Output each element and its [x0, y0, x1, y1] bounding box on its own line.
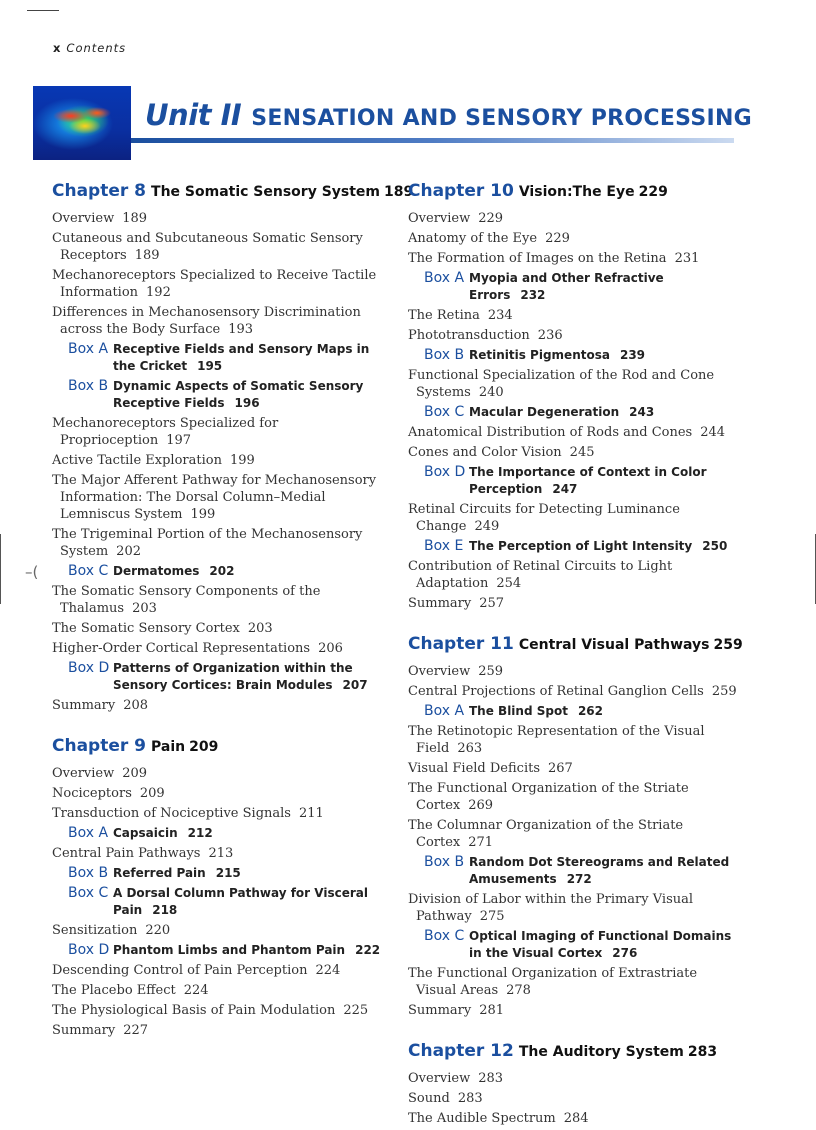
unit-label: Unit II [145, 98, 242, 132]
chapter-heading[interactable] [52, 178, 414, 206]
toc-entry[interactable]: The Audible Spectrum 284 [408, 1111, 589, 1126]
toc-entry[interactable]: Contribution of Retinal Circuits to Light Adaptation 254 [408, 559, 673, 591]
toc-box-entry[interactable]: Box C A Dorsal Column Pathway for Visceral Pain 218 [68, 885, 368, 917]
chapter-gap [408, 1022, 738, 1038]
chapter-title: Pain [151, 739, 186, 755]
unit-title: SENSATION AND SENSORY PROCESSING [251, 106, 753, 131]
running-title: Contents [66, 41, 127, 55]
chapter-title: The Auditory System [518, 1044, 684, 1060]
toc-entry[interactable]: Phototransduction 236 [408, 328, 563, 343]
chapter-number: Chapter 10 [408, 181, 514, 201]
toc-entry[interactable]: Summary 281 [408, 1003, 505, 1018]
toc-entry[interactable]: The Trigeminal Portion of the Mechanosensory System 202 [52, 527, 363, 559]
toc-entry[interactable]: Active Tactile Exploration 199 [52, 453, 255, 468]
chapter-number: Chapter 11 [408, 634, 514, 654]
unit-heading [145, 98, 752, 132]
toc-box-entry[interactable]: Box D Patterns of Organization within the Sensory Cortices: Brain Modules 207 [68, 660, 368, 692]
toc-entry[interactable]: The Functional Organization of the Striate Cortex 269 [408, 781, 689, 813]
chapter-title: Vision:The Eye [518, 184, 635, 200]
chapter-page: 229 [638, 184, 668, 200]
toc-entry[interactable]: Cones and Color Vision 245 [408, 445, 595, 460]
toc-entry[interactable]: The Physiological Basis of Pain Modulation 225 [52, 1003, 369, 1018]
toc-entry[interactable]: The Columnar Organization of the Striate Cortex 271 [408, 818, 684, 850]
toc-box-entry[interactable]: Box B Random Dot Stereograms and Related Amusements 272 [424, 854, 730, 886]
toc-entry[interactable]: The Formation of Images on the Retina 231 [408, 251, 700, 266]
toc-entry[interactable]: Central Pain Pathways 213 [52, 846, 234, 861]
toc-entry[interactable]: Sound 283 [408, 1091, 483, 1106]
toc-entry[interactable]: The Major Afferent Pathway for Mechanosensory Information: The Dorsal Column–Medial Lemniscus System 199 [52, 473, 377, 522]
page-number: x [53, 41, 61, 55]
toc-entry[interactable]: Overview 259 [408, 664, 504, 679]
toc-entry[interactable]: Overview 189 [52, 211, 148, 226]
toc-entry[interactable]: Central Projections of Retinal Ganglion Cells 259 [408, 684, 737, 699]
chapter-page: 259 [713, 637, 743, 653]
left-margin-mark [0, 534, 1, 604]
toc-entry[interactable]: Summary 208 [52, 698, 149, 713]
toc-box-entry[interactable]: Box C Optical Imaging of Functional Domains in the Visual Cortex 276 [424, 928, 732, 960]
toc-entry[interactable]: Mechanoreceptors Specialized to Receive Tactile Information 192 [52, 268, 377, 300]
toc-entry[interactable]: Overview 209 [52, 766, 148, 781]
toc-box-entry[interactable]: Box B Dynamic Aspects of Somatic Sensory Receptive Fields 196 [68, 378, 364, 410]
toc-entry[interactable]: Overview 283 [408, 1071, 504, 1086]
toc-entry[interactable]: Differences in Mechanosensory Discrimination across the Body Surface 193 [52, 305, 361, 337]
toc-box-entry[interactable]: Box E The Perception of Light Intensity 250 [424, 538, 728, 554]
toc-entry[interactable]: Descending Control of Pain Perception 224 [52, 963, 341, 978]
toc-entry[interactable]: The Placebo Effect 224 [52, 983, 209, 998]
toc-box-entry[interactable]: Box C Dermatomes 202 [68, 563, 235, 579]
toc-entry[interactable]: Visual Field Deficits 267 [408, 761, 573, 776]
chapter-title: The Somatic Sensory System [151, 184, 381, 200]
toc-box-entry[interactable]: Box B Referred Pain 215 [68, 865, 241, 881]
chapter-heading[interactable] [408, 631, 743, 659]
right-column [408, 178, 743, 1130]
toc-entry[interactable]: Sensitization 220 [52, 923, 171, 938]
chapter-gap [52, 717, 386, 733]
chapter-number: Chapter 8 [52, 181, 147, 201]
chapter-number: Chapter 9 [52, 736, 147, 756]
chapter-page: 283 [687, 1044, 718, 1060]
toc-entry[interactable]: The Somatic Sensory Cortex 203 [52, 621, 273, 636]
toc-entry[interactable]: Anatomical Distribution of Rods and Cones 244 [408, 425, 726, 440]
toc-box-entry[interactable]: Box C Macular Degeneration 243 [424, 404, 655, 420]
chapter-heading[interactable] [408, 1038, 738, 1066]
top-rule [27, 10, 59, 11]
toc-entry[interactable]: Division of Labor within the Primary Visual Pathway 275 [408, 892, 694, 924]
toc-entry[interactable]: Retinal Circuits for Detecting Luminance Change 249 [408, 502, 680, 534]
toc-entry[interactable]: The Retinotopic Representation of the Visual Field 263 [408, 724, 705, 756]
toc-box-entry[interactable]: Box A Capsaicin 212 [68, 825, 213, 841]
toc-box-entry[interactable]: Box A Myopia and Other Refractive Errors 232 [424, 270, 664, 302]
toc-entry[interactable]: Transduction of Nociceptive Signals 211 [52, 806, 324, 821]
toc-entry[interactable]: Higher-Order Cortical Representations 206 [52, 641, 343, 656]
toc-box-entry[interactable]: Box D The Importance of Context in Color Perception 247 [424, 464, 707, 496]
toc-entry[interactable]: The Functional Organization of Extrastriate Visual Areas 278 [408, 966, 698, 998]
toc-box-entry[interactable]: Box A Receptive Fields and Sensory Maps in the Cricket 195 [68, 341, 370, 373]
toc-entry[interactable]: Mechanoreceptors Specialized for Proprioception 197 [52, 416, 279, 448]
chapter-page: 209 [189, 739, 219, 755]
toc-entry[interactable]: Summary 227 [52, 1023, 149, 1038]
toc-entry[interactable]: Nociceptors 209 [52, 786, 165, 801]
margin-hook-icon: –( [25, 563, 39, 581]
toc-box-entry[interactable]: Box A The Blind Spot 262 [424, 703, 604, 719]
chapter-gap [408, 615, 738, 631]
running-header [53, 41, 126, 55]
unit-brain-scan-image [33, 86, 131, 160]
chapter-heading[interactable] [408, 178, 738, 206]
toc-entry[interactable]: The Somatic Sensory Components of the Thalamus 203 [52, 584, 321, 616]
toc-entry[interactable]: Summary 257 [408, 596, 505, 611]
toc-box-entry[interactable]: Box B Retinitis Pigmentosa 239 [424, 347, 646, 363]
left-column [52, 178, 414, 1042]
chapter-heading[interactable] [52, 733, 386, 761]
toc-entry[interactable]: Overview 229 [408, 211, 504, 226]
chapter-number: Chapter 12 [408, 1041, 514, 1061]
toc-entry[interactable]: The Retina 234 [408, 308, 513, 323]
toc-entry[interactable]: Cutaneous and Subcutaneous Somatic Sensory Receptors 189 [52, 231, 363, 263]
toc-entry[interactable]: Anatomy of the Eye 229 [408, 231, 570, 246]
chapter-title: Central Visual Pathways [518, 637, 710, 653]
chapter-page: 189 [384, 184, 414, 200]
unit-rule [131, 138, 734, 143]
toc-entry[interactable]: Functional Specialization of the Rod and Cone Systems 240 [408, 368, 715, 400]
toc-box-entry[interactable]: Box D Phantom Limbs and Phantom Pain 222 [68, 942, 381, 958]
